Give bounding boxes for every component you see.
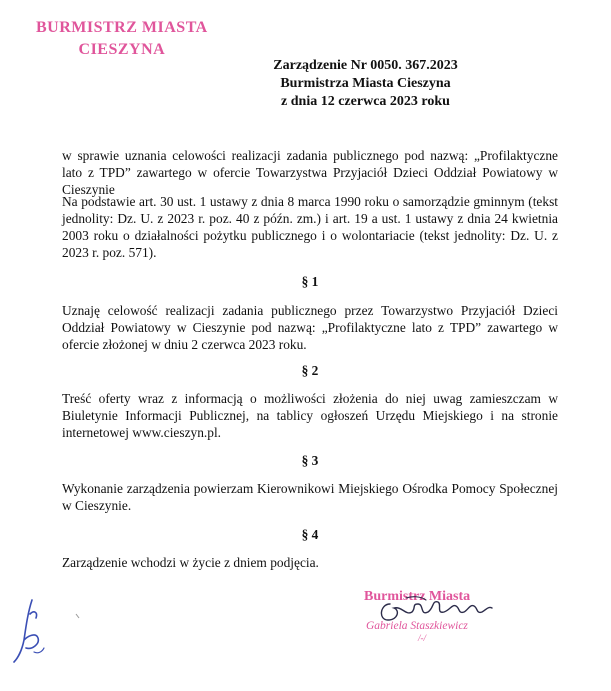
section-3-heading: § 3 xyxy=(301,453,319,468)
subject-paragraph: w sprawie uznania celowości realizacji zadania publicznego pod nazwą: „Profilaktyczne lato z TPD” zawartego w ofercie Towarzystwa Przyjaciół Dzieci Oddział Powiatowy w Cieszynie xyxy=(62,148,558,197)
handwritten-signature xyxy=(372,590,497,630)
section-2-text: Treść oferty wraz z informacją o możliwości złożenia do niej uwag zamieszczam w Biuletynie Informacji Publicznej, na tablicy ogłoszeń Urzędu Miejskiego i na stronie internetowej www.cieszyn.pl. xyxy=(62,391,558,440)
legal-basis-paragraph: Na podstawie art. 30 ust. 1 ustawy z dnia 8 marca 1990 roku o samorządzie gminnym (tekst jednolity: Dz. U. z 2023 r. poz. 40 z późn. zm.) i art. 19 a ust. 1 ustawy z dnia 24 kwietnia 2003 roku o działalności pożytku publicznego i o wolontariacie (tekst jednolity: Dz. U. z 2023 r. poz. 571). xyxy=(62,194,558,260)
section-4-text: Zarządzenie wchodzi w życie z dniem podjęcia. xyxy=(62,555,319,570)
issuer-title: Burmistrza Miasta Cieszyna xyxy=(280,76,451,91)
signature-stamp-title: Burmistrz Miasta xyxy=(364,589,471,604)
signature-stamp-note: /-/ xyxy=(418,633,426,643)
issuer-stamp-line1: BURMISTRZ MIASTA xyxy=(36,19,208,36)
order-date: z dnia 12 czerwca 2023 roku xyxy=(281,94,450,109)
initials-signature xyxy=(8,592,54,672)
order-number: Zarządzenie Nr 0050. 367.2023 xyxy=(273,58,458,73)
section-2-heading: § 2 xyxy=(301,363,319,378)
issuer-stamp-line2: CIESZYNA xyxy=(78,41,166,58)
signature-stamp-name: Gabriela Staszkiewicz xyxy=(366,620,468,632)
section-4-heading: § 4 xyxy=(301,527,319,542)
issuer-stamp xyxy=(36,17,208,61)
section-3-text: Wykonanie zarządzenia powierzam Kierownikowi Miejskiego Ośrodka Pomocy Społecznej w Cieszynie. xyxy=(62,481,558,513)
section-1-heading: § 1 xyxy=(301,274,319,289)
small-mark-icon xyxy=(74,612,82,620)
section-1-text: Uznaję celowość realizacji zadania publicznego przez Towarzystwo Przyjaciół Dzieci Oddział Powiatowy w Cieszynie pod nazwą: „Profilaktyczne lato z TPD” zawartego w ofercie złożonej w dniu 2 czerwca 2023 roku. xyxy=(62,303,558,352)
document-header xyxy=(0,57,611,111)
